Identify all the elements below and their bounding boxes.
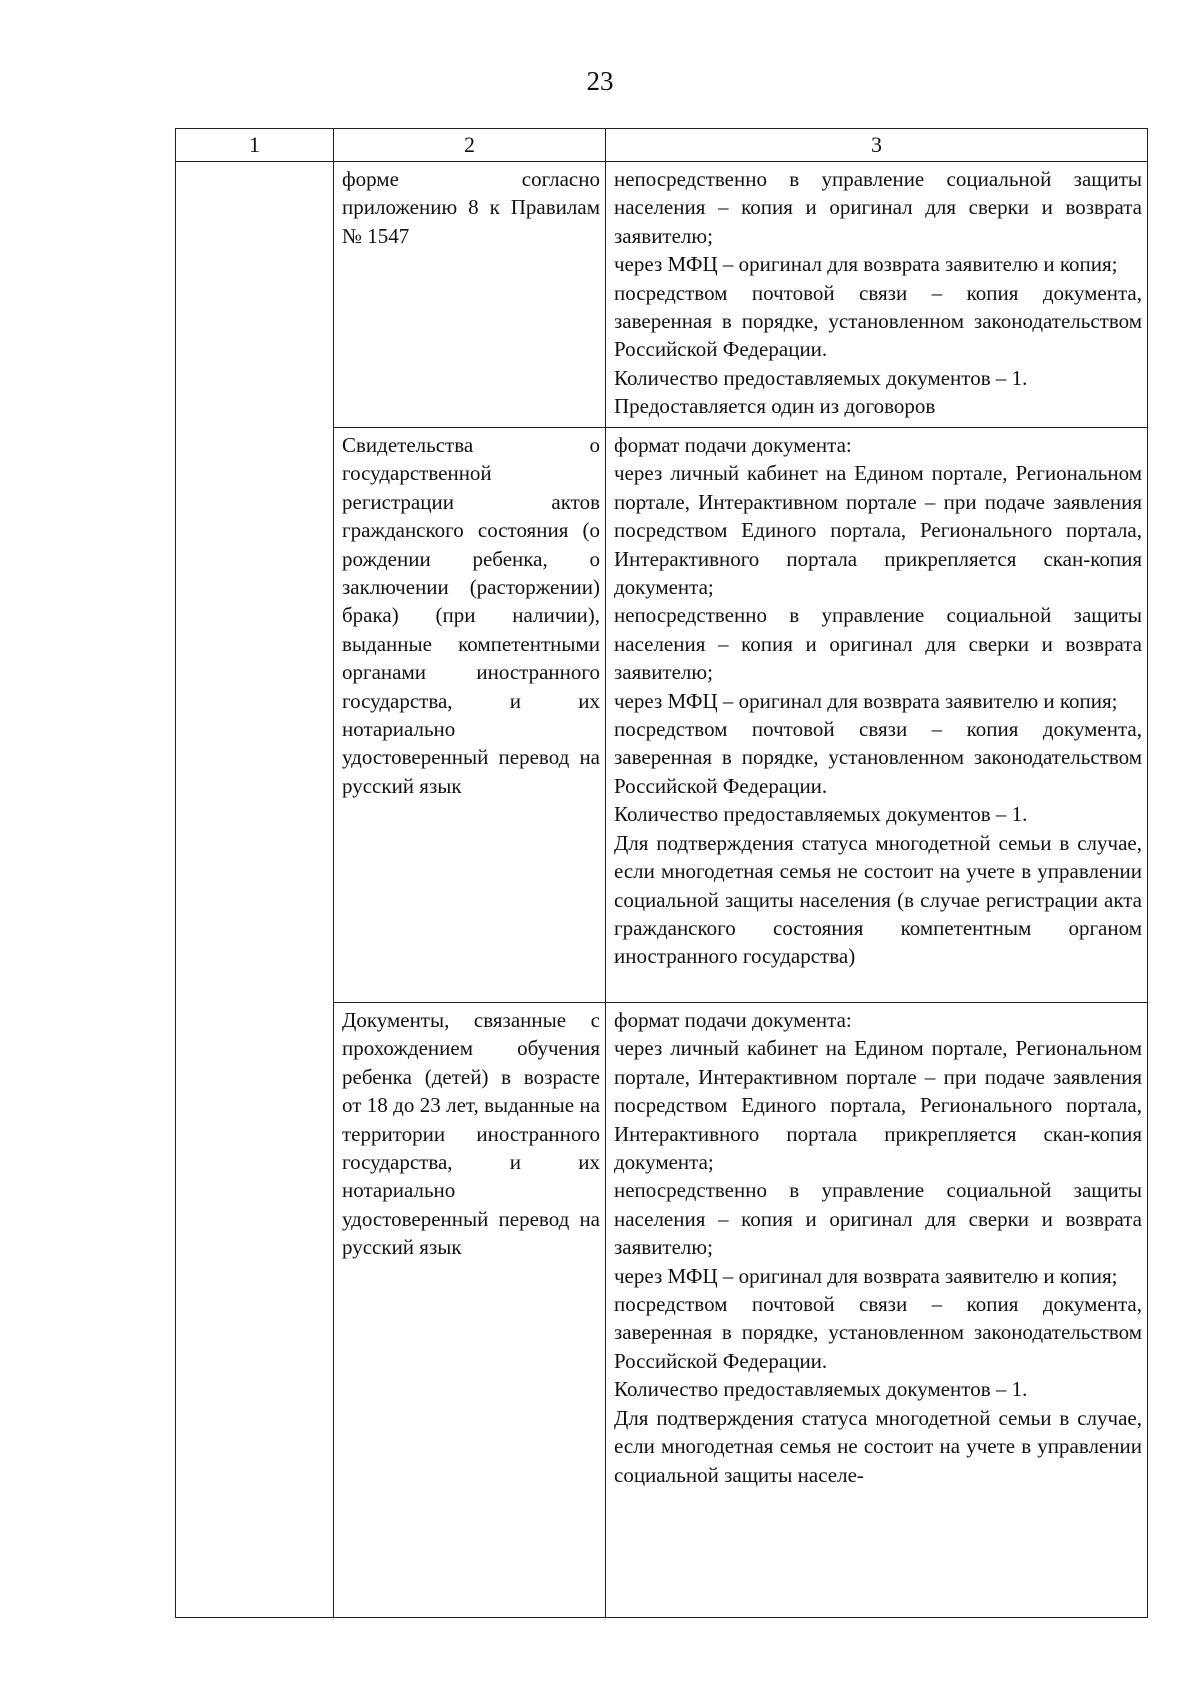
method-paragraph: через личный кабинет на Едином портале, Региональном портале, Интерактивном портале – при подаче заявления посредством Единого портала, Регионального портала, Интерактивного портала прикрепляется скан-копия документа; <box>614 461 1142 600</box>
document-table <box>175 128 1148 1618</box>
column-header-3: 3 <box>606 129 1148 162</box>
document-name-cell: Свидетельства о государственной регистрации актов гражданского состояния (о рождении ребенка, о заключении (расторжении) брака) (при наличии), выданные компетентными органами иностранного государства, и их нотариально удостоверенный перевод на русский язык <box>334 428 606 1003</box>
document-name-cell: форме согласно приложению 8 к Правилам № 1547 <box>334 162 606 428</box>
method-paragraph: посредством почтовой связи – копия документа, заверенная в порядке, установленном законодательством Российской Федерации. <box>614 280 1142 362</box>
column-header-1: 1 <box>176 129 334 162</box>
method-paragraph: Для подтверждения статуса многодетной семьи в случае, если многодетная семья не состоит на учете в управлении социальной защиты населения (в случае регистрации акта гражданского состояния компетентным органом иностранного государства) <box>614 830 1142 969</box>
method-paragraph: Для подтверждения статуса многодетной семьи в случае, если многодетная семья не состоит на учете в управлении социальной защиты населе- <box>614 1405 1142 1487</box>
column-1-cell <box>176 162 334 1618</box>
submission-method-cell <box>606 162 1148 428</box>
method-paragraph: непосредственно в управление социальной защиты населения – копия и оригинал для сверки и возврата заявителю; <box>614 603 1142 685</box>
method-paragraph: непосредственно в управление социальной защиты населения – копия и оригинал для сверки и возврата заявителю; <box>614 1178 1142 1260</box>
table-row <box>176 162 1148 428</box>
method-paragraph: Количество предоставляемых документов – 1. <box>614 365 1028 390</box>
method-paragraph: Количество предоставляемых документов – 1. <box>614 802 1028 827</box>
method-paragraph: Предоставляется один из договоров <box>614 394 936 419</box>
method-paragraph: через личный кабинет на Едином портале, Региональном портале, Интерактивном портале – при подаче заявления посредством Единого портала, Регионального портала, Интерактивного портала прикрепляется скан-копия документа; <box>614 1036 1142 1175</box>
submission-method-cell <box>606 1003 1148 1618</box>
column-header-2: 2 <box>334 129 606 162</box>
page-number: 23 <box>586 66 614 96</box>
method-paragraph: формат подачи документа: <box>614 433 852 457</box>
method-paragraph: через МФЦ – оригинал для возврата заявителю и копия; <box>614 252 1118 277</box>
table-header-row <box>176 129 1148 162</box>
document-name-cell: Документы, связанные с прохождением обучения ребенка (детей) в возрасте от 18 до 23 лет, выданные на территории иностранного государства, и их нотариально удостоверенный перевод на русский язык <box>334 1003 606 1618</box>
method-paragraph: посредством почтовой связи – копия документа, заверенная в порядке, установленном законодательством Российской Федерации. <box>614 1292 1142 1373</box>
submission-method-cell <box>606 428 1148 1003</box>
method-paragraph: формат подачи документа: <box>614 1008 852 1032</box>
method-paragraph: через МФЦ – оригинал для возврата заявителю и копия; <box>614 688 1118 713</box>
method-paragraph: посредством почтовой связи – копия документа, заверенная в порядке, установленном законодательством Российской Федерации. <box>614 717 1142 798</box>
method-paragraph: через МФЦ – оригинал для возврата заявителю и копия; <box>614 1263 1118 1288</box>
method-paragraph: Количество предоставляемых документов – 1. <box>614 1377 1028 1402</box>
method-paragraph: непосредственно в управление социальной защиты населения – копия и оригинал для сверки и возврата заявителю; <box>614 167 1142 248</box>
